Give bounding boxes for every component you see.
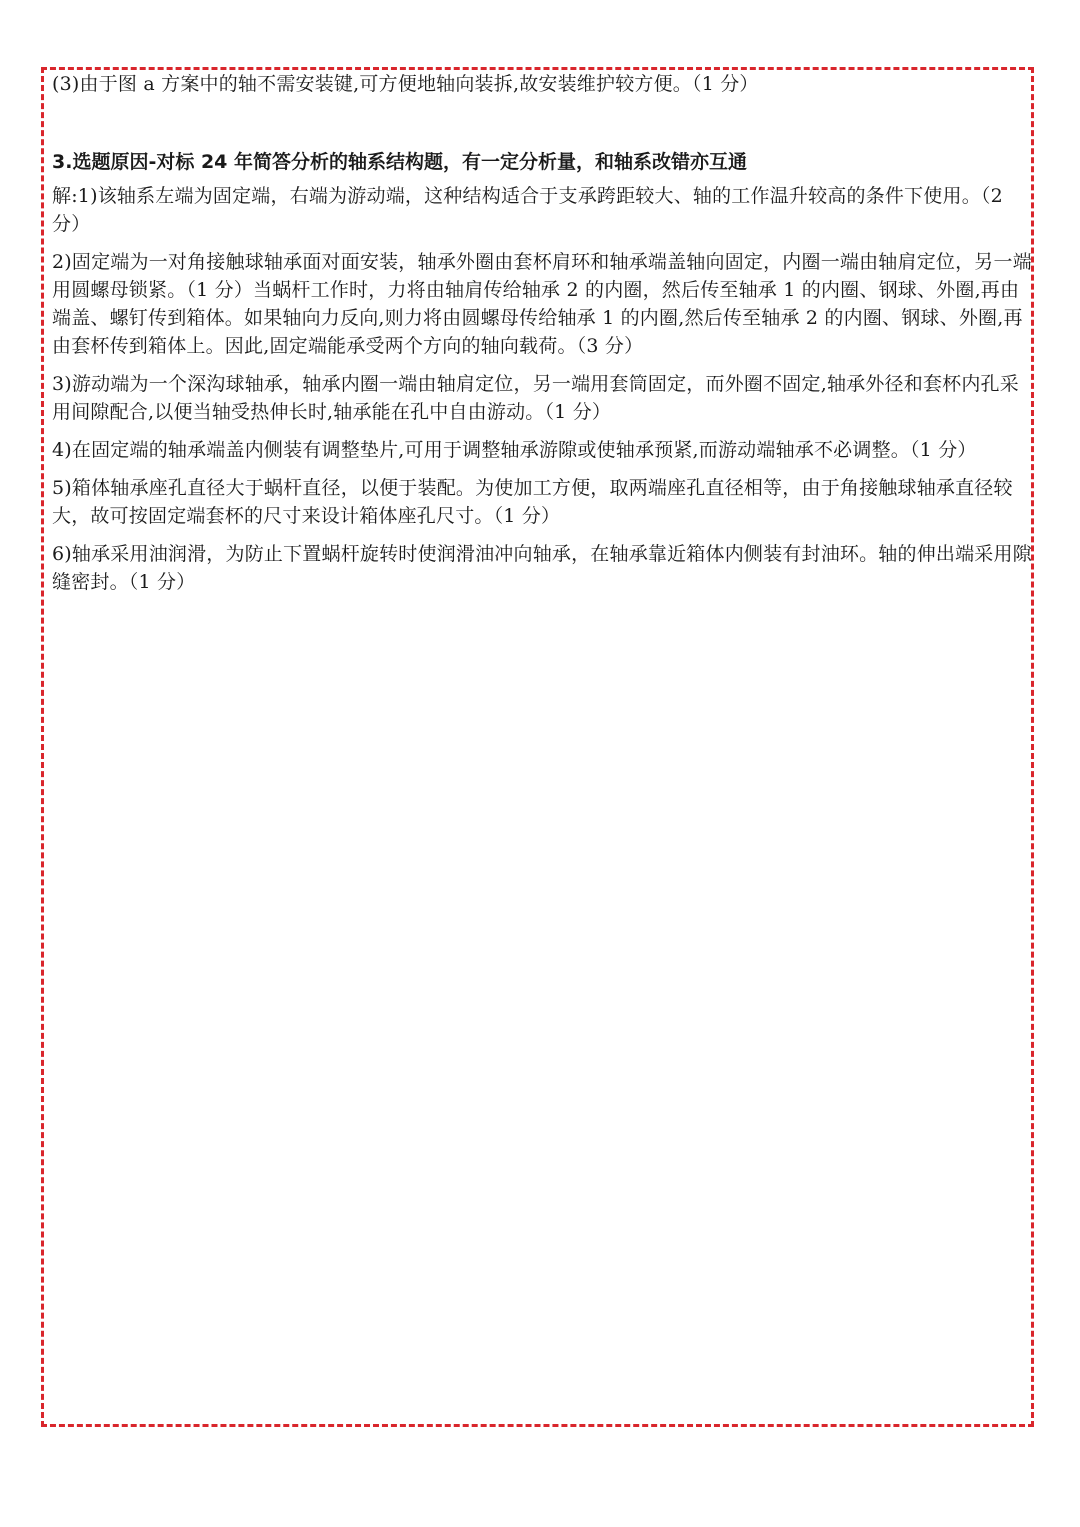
answer-paragraph-2: 2)固定端为一对角接触球轴承面对面安装，轴承外圈由套杯肩环和轴承端盖轴向固定，内圈一端由轴肩定位，另一端用圆螺母锁紧。（1 分）当蜗杆工作时，力将由轴肩传给轴承 2 的内圈，然后传至轴承 1 的内圈、钢球、外圈,再由端盖、螺钉传到箱体。如果轴向力反向,则力将由圆螺母传给轴承 1 的内圈,然后传至轴承 2 的内圈、钢球、外圈,再由套杯传到箱体上。因此,固定端能承受两个方向的轴向载荷。（3 分） (52, 251, 1032, 357)
answer-paragraph-1: 解:1)该轴系左端为固定端，右端为游动端，这种结构适合于支承跨距较大、轴的工作温升较高的条件下使用。（2 分） (52, 185, 1003, 235)
document-content (52, 70, 1032, 606)
answer-paragraph-3: 3)游动端为一个深沟球轴承，轴承内圈一端由轴肩定位，另一端用套筒固定，而外圈不固定,轴承外径和套杯内孔采用间隙配合,以便当轴受热伸长时,轴承能在孔中自由游动。（1 分） (52, 373, 1019, 423)
section-title: 3.选题原因-对标 24 年简答分析的轴系结构题，有一定分析量，和轴系改错亦互通 (52, 151, 747, 173)
answer-paragraph-6: 6)轴承采用油润滑，为防止下置蜗杆旋转时使润滑油冲向轴承，在轴承靠近箱体内侧装有封油环。轴的伸出端采用隙缝密封。（1 分） (52, 543, 1032, 593)
intro-line: (3)由于图 a 方案中的轴不需安装键,可方便地轴向装拆,故安装维护较方便。（1 分） (52, 73, 759, 95)
answer-paragraph-4: 4)在固定端的轴承端盖内侧装有调整垫片,可用于调整轴承游隙或使轴承预紧,而游动端轴承不必调整。（1 分） (52, 439, 977, 461)
answer-paragraph-5: 5)箱体轴承座孔直径大于蜗杆直径，以便于装配。为使加工方便，取两端座孔直径相等，由于角接触球轴承直径较大，故可按固定端套杯的尺寸来设计箱体座孔尺寸。（1 分） (52, 477, 1013, 527)
